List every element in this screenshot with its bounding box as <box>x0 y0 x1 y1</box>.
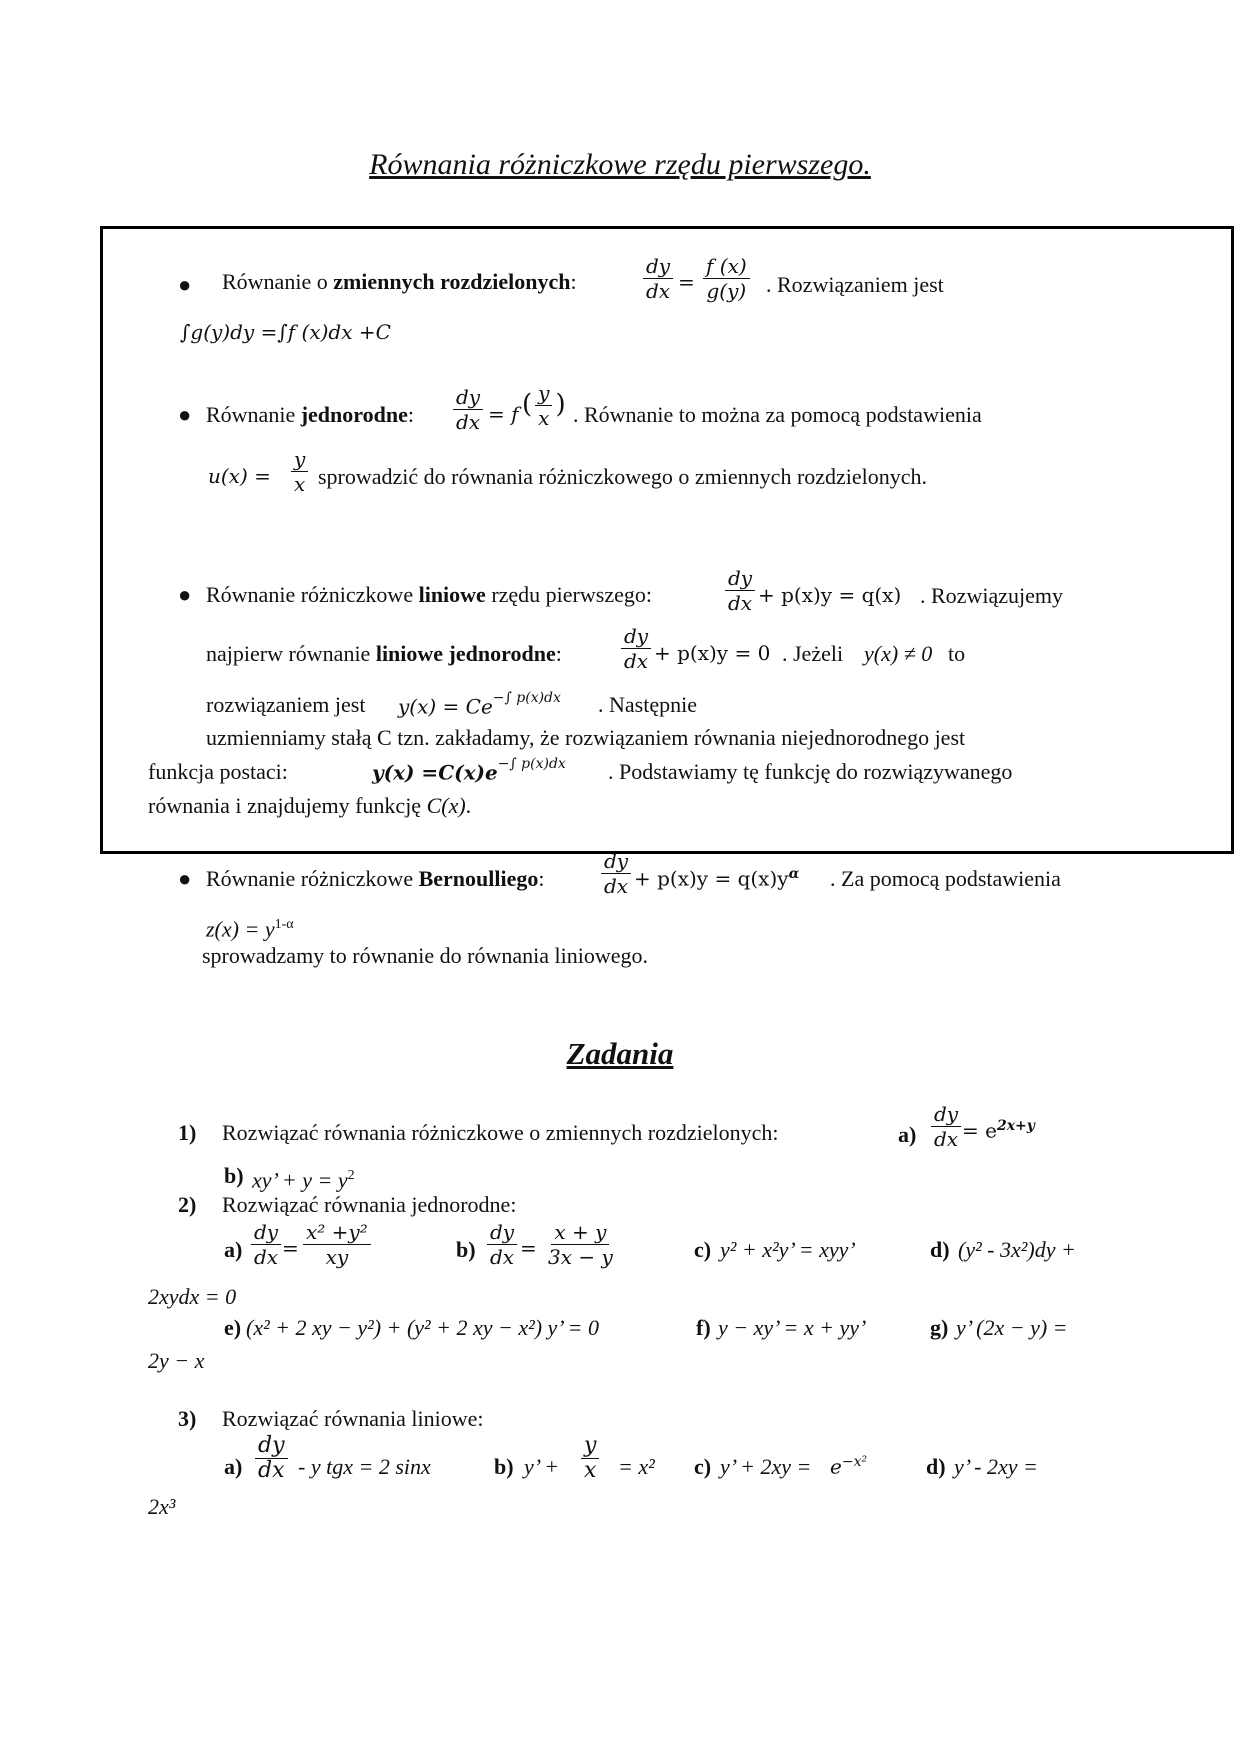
task1a-fraction <box>928 1102 964 1151</box>
task2g-continuation: 2y − x <box>148 1348 205 1373</box>
item-label: b) <box>224 1163 244 1188</box>
equation: + p(x)y = q(x)y <box>634 866 789 891</box>
item-label: a) <box>898 1122 917 1147</box>
frac-numerator: y <box>581 1434 599 1459</box>
linear-mid: rzędu pierwszego: <box>485 582 652 607</box>
task3c-exp <box>830 1454 867 1479</box>
task-number: 3) <box>178 1406 197 1431</box>
frac-denominator: dx <box>646 279 671 303</box>
item-label: g) <box>930 1315 949 1340</box>
bernoulli-line3: sprowadzamy to równanie do równania liniowego. <box>202 943 648 968</box>
homogeneous-line <box>206 402 414 428</box>
substitution-lhs: u(x) = <box>208 464 271 488</box>
bernoulli-bold: Bernoulliego <box>418 866 539 891</box>
item-label: a) <box>224 1237 243 1262</box>
colon: : <box>407 402 414 427</box>
frac-numerator: dy <box>643 254 673 279</box>
line2-bold: liniowe jednorodne <box>375 641 556 666</box>
homogeneous-fraction <box>450 385 486 434</box>
task3a-rest: - y tgx = 2 sinx <box>298 1454 431 1479</box>
task2a-lhs <box>248 1220 284 1269</box>
task2b-lhs <box>484 1220 520 1269</box>
line3-after: . Następnie <box>598 692 697 717</box>
separable-after: . Rozwiązaniem jest <box>766 272 944 297</box>
task2c-eq: y² + x²y’ = xyy’ <box>720 1237 856 1262</box>
task1a-rhs <box>962 1118 1035 1143</box>
bernoulli-substitution <box>206 912 294 942</box>
frac-numerator: dy <box>621 624 651 649</box>
exponent: 2 <box>347 1168 355 1183</box>
exponent: −∫ p(x)dx <box>492 690 561 706</box>
task-number: 1) <box>178 1120 197 1145</box>
equals-sign: = <box>678 270 695 294</box>
linear-homog-fraction <box>618 624 654 673</box>
paren-group: ( $\frac{y}{x}$ ) <box>522 381 566 430</box>
linear-bold: liniowe <box>418 582 486 607</box>
item-label: b) <box>494 1454 514 1479</box>
linear-line4: uzmienniamy stałą C tzn. zakładamy, że rozwiązaniem równania niejednorodnego jest <box>206 725 966 750</box>
separable-rhs-fraction <box>700 254 753 303</box>
bullet: ● <box>178 272 192 297</box>
task2g-eq: y’ (2x − y) = <box>956 1315 1068 1340</box>
bernoulli-prefix: Równanie różniczkowe <box>206 866 419 891</box>
line5-prefix: funkcja postaci: <box>148 759 288 784</box>
task2f-eq: y − xy’ = x + yy’ <box>718 1315 867 1340</box>
line2-prefix: najpierw równanie <box>206 641 376 666</box>
frac-denominator: dx <box>254 1245 279 1269</box>
separable-bold: zmiennych rozdzielonych <box>333 269 571 294</box>
frac-denominator: dx <box>934 1127 959 1151</box>
homogeneous-bold: jednorodne <box>300 402 408 427</box>
task2a-rhs <box>300 1220 374 1269</box>
substitution-fraction <box>288 447 311 496</box>
frac-denominator: dx <box>456 410 481 434</box>
exponent: −∫ p(x)dx <box>497 756 566 772</box>
line2-equation: + p(x)y = 0 <box>654 641 771 665</box>
item-label: b) <box>456 1237 476 1262</box>
task3b-pre: y’ + <box>524 1454 559 1479</box>
linear-after: . Rozwiązujemy <box>920 583 1063 608</box>
equals-f: = f <box>488 402 519 426</box>
page-title: Równania różniczkowe rzędu pierwszego. <box>369 148 871 181</box>
bullet: ● <box>178 866 192 891</box>
frac-denominator: x <box>584 1458 597 1483</box>
homogeneous-prefix: Równanie <box>206 402 301 427</box>
tasks-title: Zadania <box>566 1036 674 1071</box>
bullet: ● <box>178 582 192 607</box>
task-number: 2) <box>178 1192 197 1217</box>
task2e-eq: (x² + 2 xy − y²) + (y² + 2 xy − x²) y’ = 0 <box>246 1315 600 1340</box>
base: e <box>830 1454 842 1479</box>
exponent: 1-α <box>274 917 294 932</box>
bernoulli-fraction <box>598 849 634 898</box>
linear-line6 <box>148 793 471 819</box>
separable-prefix: Równanie o <box>222 269 334 294</box>
frac-denominator: dx <box>490 1245 515 1269</box>
frac-denominator: dx <box>624 649 649 673</box>
exponent: −x² <box>841 1454 868 1470</box>
homogeneous-line2: sprowadzić do równania różniczkowego o zmiennych rozdzielonych. <box>318 464 928 489</box>
bernoulli-line <box>206 866 545 892</box>
formula: y(x) = Ce <box>398 694 493 719</box>
colon: : <box>555 641 562 666</box>
frac-numerator: dy <box>453 385 483 410</box>
linear-line1 <box>206 582 652 608</box>
linear-line2 <box>206 641 562 667</box>
exponent: 2x+y <box>996 1118 1035 1134</box>
task3a-fraction <box>252 1434 291 1483</box>
colon: : <box>570 269 577 294</box>
frac-denominator: g(y) <box>706 279 747 303</box>
exponent: α <box>788 866 800 882</box>
frac-denominator: x <box>294 472 306 496</box>
item-label: c) <box>694 1454 712 1479</box>
separable-lhs-fraction <box>640 254 676 303</box>
frac-denominator: dx <box>728 591 753 615</box>
frac-denominator: dx <box>258 1458 285 1483</box>
task-text: Rozwiązać równania liniowe: <box>222 1406 484 1431</box>
line6-prefix: równania i znajdujemy funkcję <box>148 793 427 818</box>
frac-numerator: y <box>535 381 552 406</box>
line5-after: . Podstawiamy tę funkcję do rozwiązywanego <box>608 759 1013 784</box>
homogeneous-after: . Równanie to można za pomocą podstawienia <box>573 402 982 427</box>
rhs: = e <box>962 1118 997 1143</box>
item-label: c) <box>694 1237 712 1262</box>
task-text: Rozwiązać równania jednorodne: <box>222 1192 517 1217</box>
task3d-eq: y’ - 2xy = <box>954 1454 1038 1479</box>
frac-numerator: x² +y² <box>303 1220 371 1245</box>
frac-denominator: x <box>538 406 550 430</box>
substitution: z(x) = y <box>206 916 275 942</box>
line2-after: . Jeżeli <box>782 641 844 666</box>
line5-formula <box>372 756 566 785</box>
task3c-pre: y’ + 2xy = <box>720 1454 812 1479</box>
colon: : <box>538 866 545 891</box>
line6-func: C(x) <box>426 793 466 818</box>
frac-numerator: dy <box>255 1434 288 1459</box>
frac-numerator: f (x) <box>703 254 750 279</box>
frac-numerator: dy <box>487 1220 517 1245</box>
line2-condition: y(x) ≠ 0 <box>864 641 933 666</box>
bullet: ● <box>178 402 192 427</box>
separable-line <box>222 269 577 295</box>
bernoulli-equation <box>634 866 799 891</box>
line3-formula <box>398 690 561 719</box>
linear-fraction <box>722 566 758 615</box>
bernoulli-after: . Za pomocą podstawienia <box>830 866 1061 891</box>
separable-solution: ∫g(y)dy =∫f (x)dx +C <box>180 320 391 344</box>
item-label: f) <box>696 1315 711 1340</box>
frac-denominator: 3x − y <box>548 1245 613 1269</box>
frac-denominator: dx <box>604 874 629 898</box>
linear-equation: + p(x)y = q(x) <box>758 583 902 607</box>
formula: y(x) =C(x)e <box>372 760 498 785</box>
line2-to: to <box>948 641 966 666</box>
item-label: a) <box>224 1454 243 1479</box>
task3b-rest: = x² <box>618 1454 655 1479</box>
item-label: d) <box>930 1237 950 1262</box>
frac-numerator: dy <box>251 1220 281 1245</box>
task2b-rhs <box>542 1220 619 1269</box>
equals-sign: = <box>282 1236 299 1260</box>
item-label: e) <box>224 1315 242 1340</box>
task2d-continuation: 2xydx = 0 <box>148 1284 237 1309</box>
task-text: Rozwiązać równania różniczkowe o zmiennych rozdzielonych: <box>222 1120 779 1145</box>
frac-numerator: y <box>291 447 308 472</box>
frac-numerator: x + y <box>551 1220 609 1245</box>
frac-numerator: dy <box>601 849 631 874</box>
frac-numerator: dy <box>725 566 755 591</box>
task3b-fraction <box>578 1434 602 1483</box>
task3d-continuation: 2x³ <box>148 1494 176 1519</box>
line6-end: . <box>465 793 472 818</box>
frac-numerator: dy <box>931 1102 961 1127</box>
task1b-eq <box>252 1163 355 1193</box>
equals-sign: = <box>520 1236 537 1260</box>
line3-prefix: rozwiązaniem jest <box>206 692 366 717</box>
linear-prefix: Równanie różniczkowe <box>206 582 419 607</box>
frac-denominator: xy <box>325 1245 349 1269</box>
equation: xy’ + y = y <box>252 1167 348 1193</box>
item-label: d) <box>926 1454 946 1479</box>
task2d-eq: (y² - 3x²)dy + <box>958 1237 1076 1262</box>
